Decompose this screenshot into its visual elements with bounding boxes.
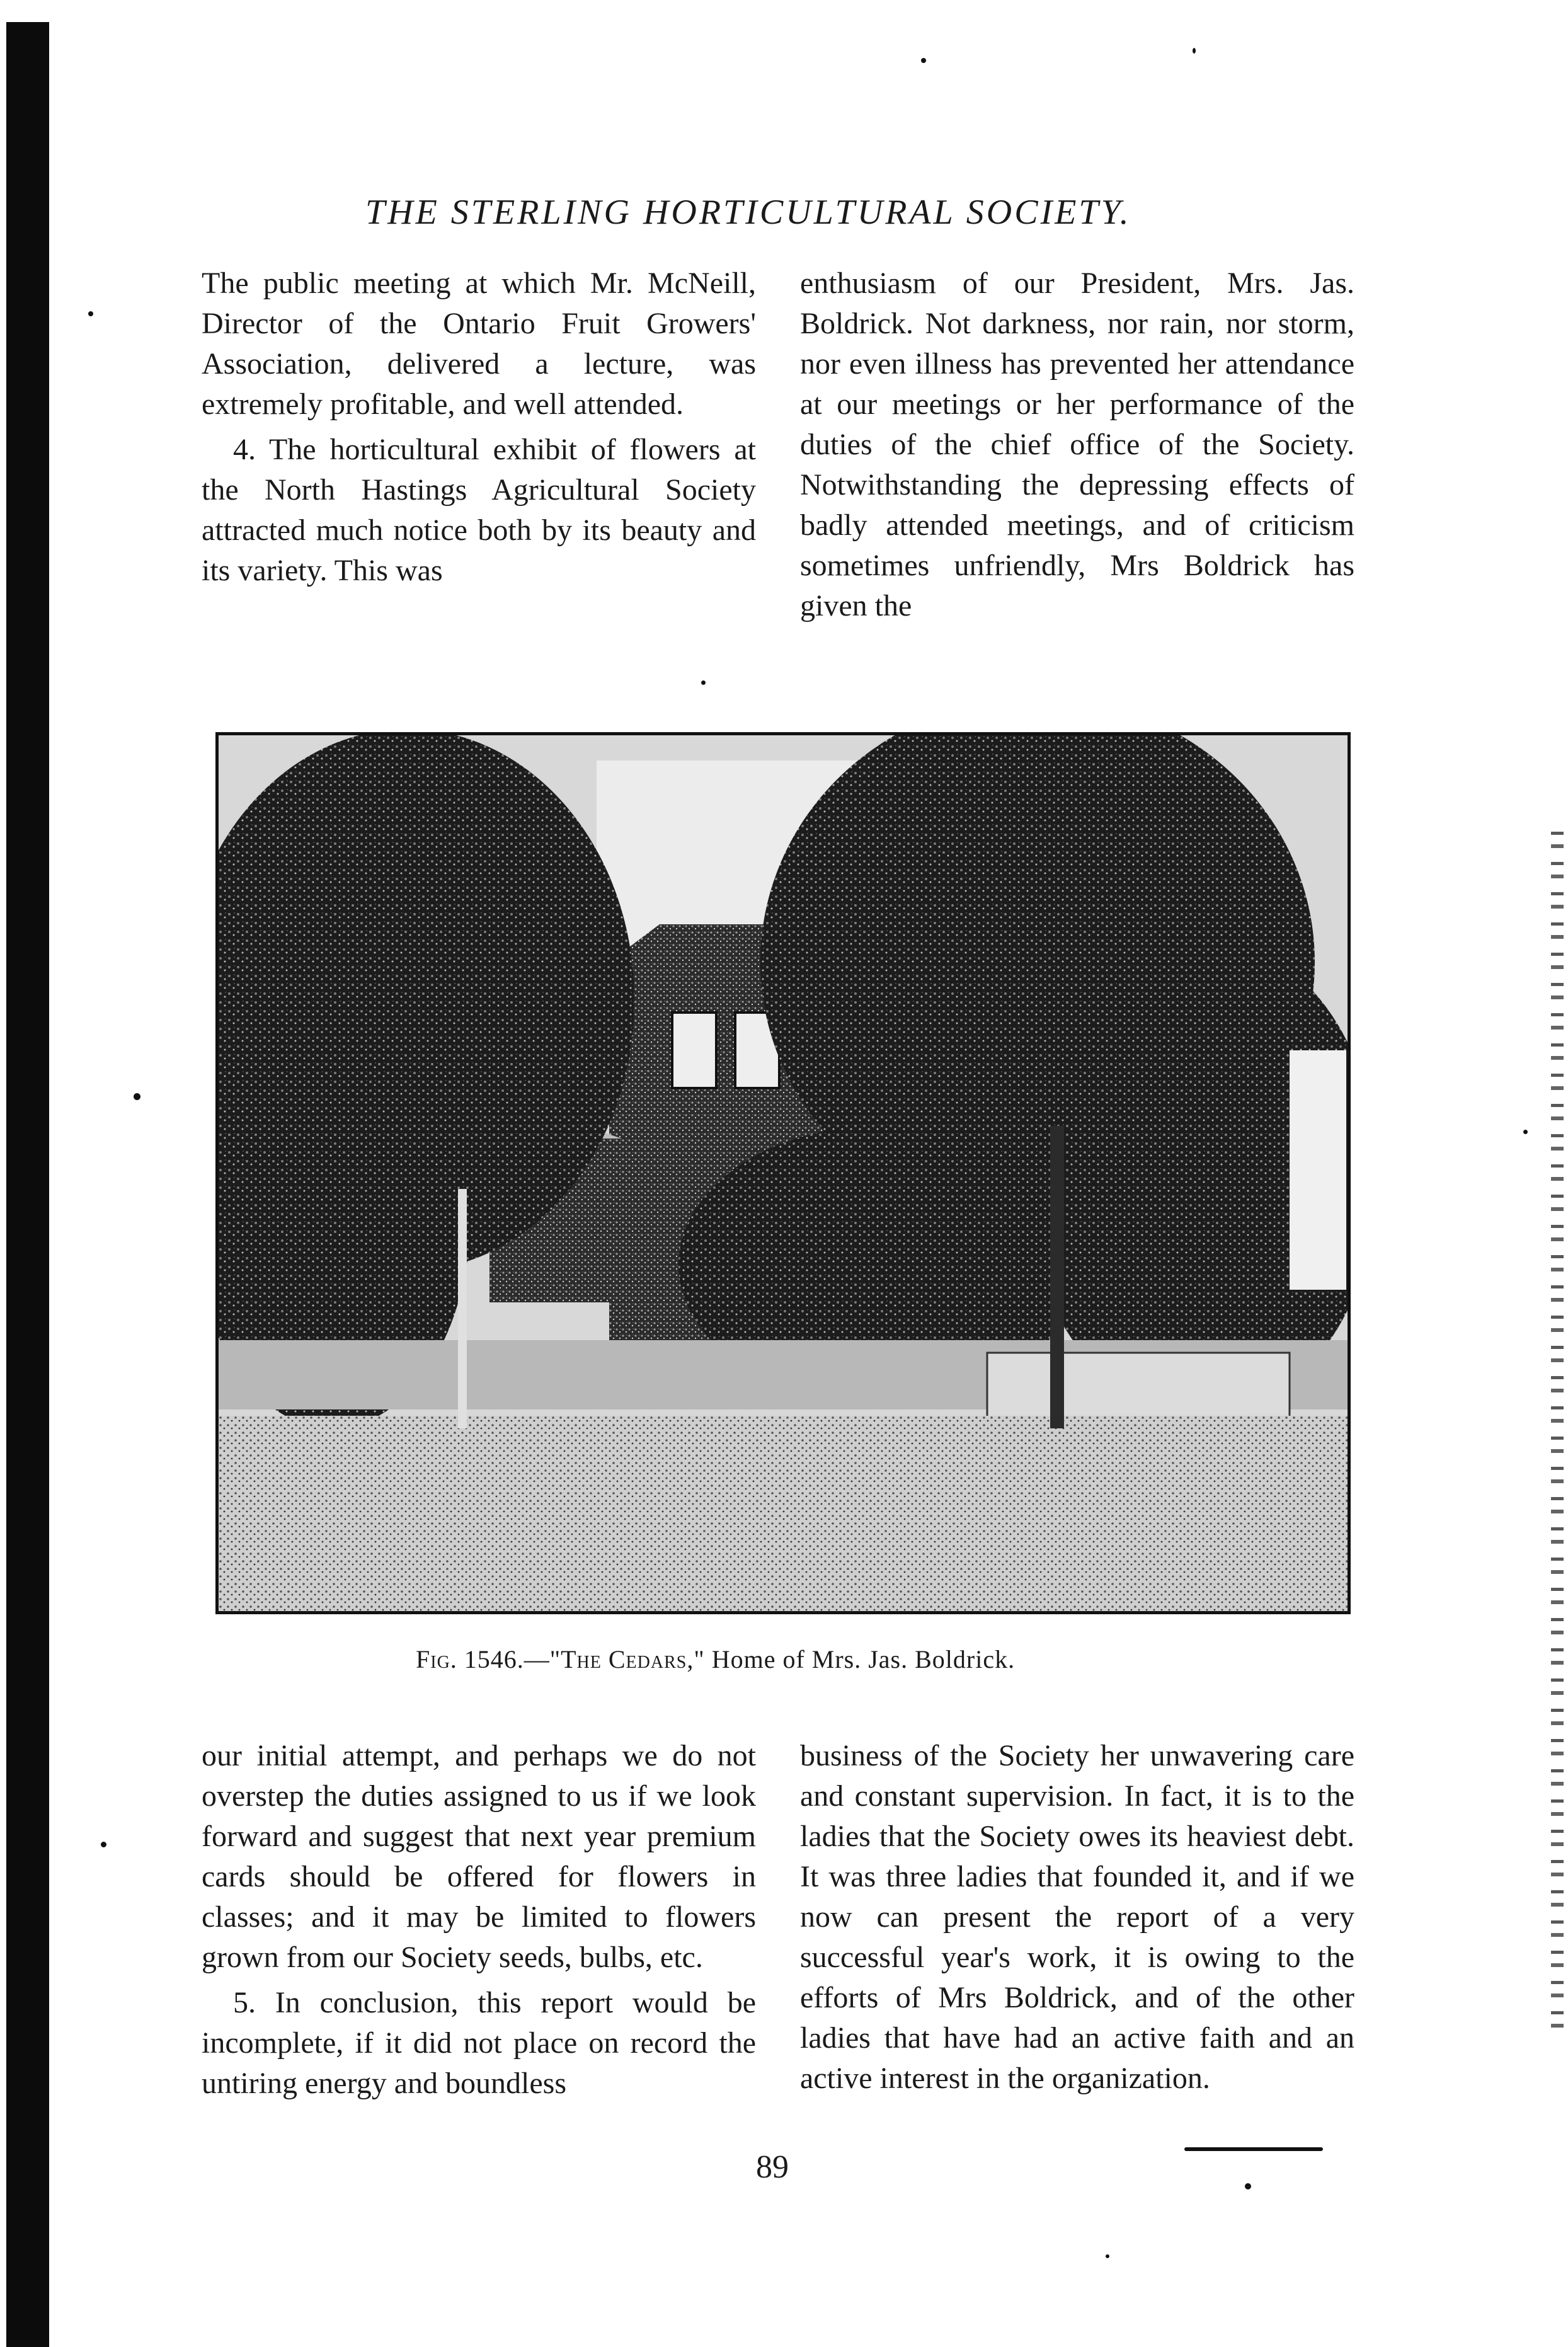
scan-speck: [134, 1093, 140, 1100]
book-spine-shadow: [6, 22, 49, 2347]
house-photograph: [215, 732, 1351, 1614]
figure-caption-text: Home of Mrs. Jas. Boldrick.: [704, 1645, 1016, 1673]
scan-speck: [701, 680, 706, 685]
paragraph: 4. The horticultural exhibit of flowers at the North Hastings Agricultural Society attracted much notice both by its beauty and its variety. This was: [202, 433, 756, 587]
scan-speck: [88, 311, 93, 316]
paragraph: The public meeting at which Mr. McNeill, Director of the Ontario Fruit Growers' Association, delivered a lecture, was extremely profitable, and well attended.: [202, 267, 756, 421]
end-rule: [1184, 2147, 1323, 2151]
top-left-column: [202, 263, 756, 596]
scan-speck: [1106, 2254, 1109, 2258]
page-number: 89: [756, 2149, 789, 2185]
scan-speck: [1193, 48, 1196, 54]
figure-caption-label: Fig. 1546.—"The Cedars,": [416, 1645, 705, 1673]
figure-caption: [416, 1644, 1235, 1674]
bottom-left-column: [202, 1736, 756, 2109]
paragraph: 5. In conclusion, this report would be incomplete, if it did not place on record the untiring energy and boundless: [202, 1986, 756, 2100]
paragraph: our initial attempt, and perhaps we do not overstep the duties assigned to us if we look forward and suggest that next year premium cards should be offered for flowers in classes; and it may be limited to flowers grown from our Society seeds, bulbs, etc.: [202, 1739, 756, 1974]
top-right-column: [800, 263, 1354, 631]
scan-speck: [1523, 1130, 1528, 1134]
page-edge-shadow: [1551, 832, 1564, 2029]
bottom-right-column: [800, 1736, 1354, 2104]
running-header: THE STERLING HORTICULTURAL SOCIETY.: [365, 193, 1131, 232]
scan-speck: [921, 58, 926, 63]
scan-speck: [101, 1842, 106, 1847]
scan-speck: [1245, 2183, 1251, 2189]
paragraph: business of the Society her unwavering care and constant supervision. In fact, it is to the ladies that the Society owes its heaviest debt. It was three ladies that founded it, and if we now can present the report of a very successful year's work, it is owing to the efforts of Mrs Boldrick, and of the other ladies that have had an active faith and an active interest in the organization.: [800, 1739, 1354, 2095]
paragraph: enthusiasm of our President, Mrs. Jas. Boldrick. Not darkness, nor rain, nor storm, nor even illness has prevented her attendance at our meetings or her performance of the duties of the chief office of the Society. Notwithstanding the depressing effects of badly attended meetings, and of criticism sometimes unfriendly, Mrs Boldrick has given the: [800, 267, 1354, 623]
